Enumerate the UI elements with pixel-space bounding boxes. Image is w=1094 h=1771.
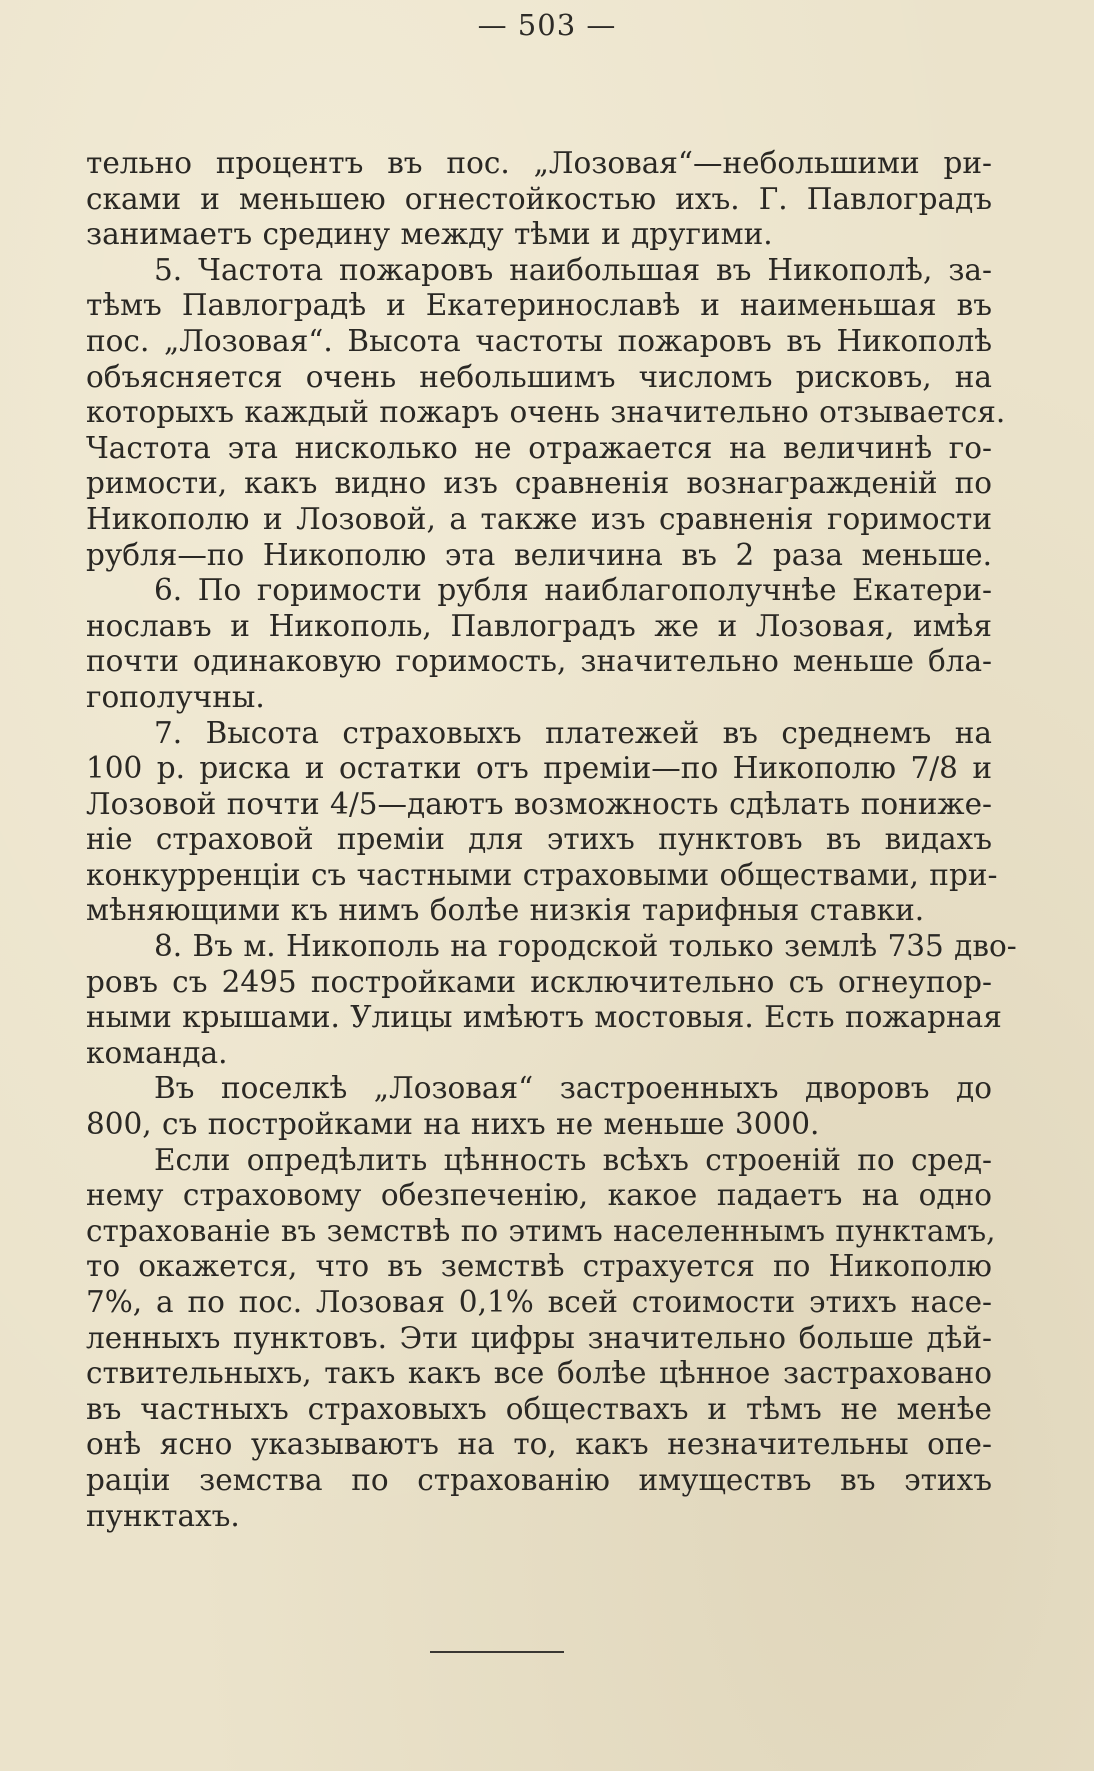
text-line: нему страховому обезпеченію, какое падаетъ на одно	[86, 1178, 992, 1213]
text-line: рубля—по Никополю эта величина въ 2 раза меньше.	[86, 537, 992, 572]
text-line: ніе страховой преміи для этихъ пунктовъ въ видахъ	[86, 822, 992, 857]
text-line: которыхъ каждый пожаръ очень значительно отзывается.	[86, 395, 1006, 430]
text-line: Частота эта нисколько не отражается на величинѣ го-	[86, 430, 992, 465]
text-line: раціи земства по страхованію имуществъ въ этихъ	[86, 1462, 992, 1497]
text-line: 8. Въ м. Никополь на городской только землѣ 735 дво-	[154, 929, 1017, 964]
text-line: сками и меньшею огнестойкостью ихъ. Г. Павлоградъ	[86, 181, 992, 216]
text-line: пунктахъ.	[86, 1498, 240, 1533]
text-line: ствительныхъ, такъ какъ все болѣе цѣнное застраховано	[86, 1356, 992, 1391]
text-line: занимаетъ средину между тѣми и другими.	[86, 217, 773, 252]
text-line: 5. Частота пожаровъ наибольшая въ Никополѣ, за-	[154, 252, 992, 287]
end-rule	[430, 1651, 564, 1653]
text-line: тельно процентъ въ пос. „Лозовая“—небольшими ри-	[86, 146, 992, 180]
text-line: объясняется очень небольшимъ числомъ рисковъ, на	[86, 359, 992, 394]
text-line: 7%, а по пос. Лозовая 0,1% всей стоимости этихъ насе-	[86, 1285, 992, 1319]
text-line: тѣмъ Павлоградѣ и Екатеринославѣ и наименьшая въ	[86, 288, 992, 323]
text-line: почти одинаковую горимость, значительно меньше бла-	[86, 644, 992, 679]
text-line: Лозовой почти 4/5—даютъ возможность сдѣлать пониже-	[86, 786, 992, 821]
text-line: 800, съ постройками на нихъ не меньше 3000.	[86, 1107, 820, 1142]
text-line: страхованіе въ земствѣ по этимъ населеннымъ пунктамъ,	[86, 1213, 996, 1248]
page-number: — 503 —	[477, 8, 617, 42]
text-line: ленныхъ пунктовъ. Эти цифры значительно больше дѣй-	[86, 1320, 992, 1355]
text-line: Никополю и Лозовой, а также изъ сравненія горимости	[86, 501, 992, 536]
text-line: конкурренціи съ частными страховыми обществами, при-	[86, 857, 998, 892]
text-line: ными крышами. Улицы имѣютъ мостовыя. Есть пожарная	[86, 1000, 1002, 1035]
text-line: онѣ ясно указываютъ на то, какъ незначительны опе-	[86, 1427, 992, 1462]
text-line: въ частныхъ страховыхъ обществахъ и тѣмъ не менѣе	[86, 1391, 992, 1426]
text-line: мѣняющими къ нимъ болѣе низкія тарифныя ставки.	[86, 893, 925, 928]
text-line: Если опредѣлить цѣнность всѣхъ строеній по сред-	[154, 1142, 992, 1177]
text-line: римости, какъ видно изъ сравненія вознагражденій по	[86, 466, 992, 501]
text-line: 7. Высота страховыхъ платежей въ среднемъ на	[154, 715, 992, 750]
body-text	[86, 146, 1017, 1534]
text-line: 6. По горимости рубля наиблагополучнѣе Екатери-	[154, 573, 992, 608]
text-line: 100 р. риска и остатки отъ преміи—по Никополю 7/8 и	[86, 751, 992, 786]
text-line: гополучны.	[86, 679, 265, 714]
text-line: то окажется, что въ земствѣ страхуется по Никополю	[86, 1249, 992, 1284]
text-line: ровъ съ 2495 постройками исключительно съ огнеупор-	[86, 964, 992, 999]
text-line: Въ поселкѣ „Лозовая“ застроенныхъ дворовъ до	[154, 1071, 992, 1106]
text-line: команда.	[86, 1035, 228, 1070]
text-line: пос. „Лозовая“. Высота частоты пожаровъ въ Никополѣ	[86, 323, 992, 358]
text-line: нославъ и Никополь, Павлоградъ же и Лозовая, имѣя	[86, 608, 992, 643]
